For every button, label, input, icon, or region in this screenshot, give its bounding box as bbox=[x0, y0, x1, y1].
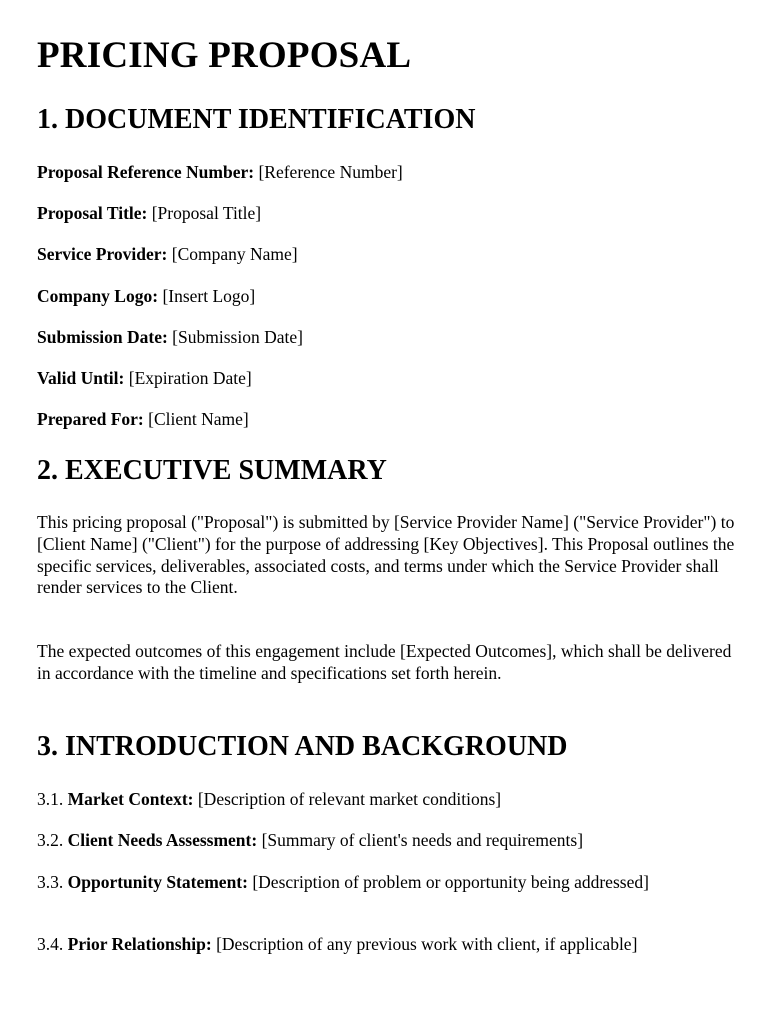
subsection-value: [Summary of client's needs and requirements] bbox=[261, 830, 584, 850]
subsection-label: Opportunity Statement: bbox=[67, 872, 248, 892]
field-submission-date bbox=[37, 326, 303, 348]
field-label: Valid Until: bbox=[37, 368, 125, 388]
subsection-label: Market Context: bbox=[67, 789, 194, 809]
field-label: Service Provider: bbox=[37, 244, 168, 264]
field-prepared-for bbox=[37, 408, 249, 430]
subsection-number: 3.3. bbox=[37, 872, 64, 892]
field-valid-until bbox=[37, 367, 252, 389]
subsection-value: [Description of problem or opportunity being addressed] bbox=[252, 872, 649, 892]
subsection-prior-relationship bbox=[37, 933, 727, 955]
executive-summary-paragraph-2: The expected outcomes of this engagement include [Expected Outcomes], which shall be delivered in accordance with the timeline and specifications set forth herein. bbox=[37, 641, 732, 683]
field-proposal-reference-number bbox=[37, 161, 403, 183]
subsection-client-needs-assessment bbox=[37, 829, 727, 851]
field-label: Proposal Reference Number: bbox=[37, 162, 255, 182]
subsection-value: [Description of any previous work with client, if applicable] bbox=[216, 934, 638, 954]
subsection-label: Client Needs Assessment: bbox=[67, 830, 258, 850]
section-3-heading: 3. INTRODUCTION AND BACKGROUND bbox=[37, 731, 568, 762]
document-title: PRICING PROPOSAL bbox=[37, 35, 412, 76]
subsection-number: 3.4. bbox=[37, 934, 64, 954]
field-value: [Proposal Title] bbox=[151, 203, 262, 223]
field-proposal-title bbox=[37, 202, 261, 224]
subsection-opportunity-statement bbox=[37, 871, 727, 893]
subsection-value: [Description of relevant market conditions] bbox=[197, 789, 502, 809]
field-value: [Submission Date] bbox=[172, 327, 303, 347]
subsection-number: 3.1. bbox=[37, 789, 64, 809]
field-value: [Reference Number] bbox=[258, 162, 403, 182]
field-label: Company Logo: bbox=[37, 286, 159, 306]
section-2-heading: 2. EXECUTIVE SUMMARY bbox=[37, 455, 387, 486]
field-value: [Insert Logo] bbox=[162, 286, 256, 306]
subsection-market-context bbox=[37, 788, 727, 810]
section-1-heading: 1. DOCUMENT IDENTIFICATION bbox=[37, 104, 476, 135]
field-value: [Client Name] bbox=[148, 409, 249, 429]
field-service-provider bbox=[37, 243, 298, 265]
field-company-logo bbox=[37, 285, 255, 307]
executive-summary-paragraph-1: This pricing proposal ("Proposal") is submitted by [Service Provider Name] ("Service Provider") to [Client Name] ("Client") for the purpose of addressing [Key Objectives]. This Proposal outlines the specific services, deliverables, associated costs, and terms under which the Service Provider shall render services to the Client. bbox=[37, 512, 735, 598]
field-label: Proposal Title: bbox=[37, 203, 148, 223]
subsection-number: 3.2. bbox=[37, 830, 64, 850]
subsection-label: Prior Relationship: bbox=[67, 934, 212, 954]
field-value: [Expiration Date] bbox=[128, 368, 252, 388]
field-label: Submission Date: bbox=[37, 327, 168, 347]
field-value: [Company Name] bbox=[171, 244, 298, 264]
field-label: Prepared For: bbox=[37, 409, 144, 429]
